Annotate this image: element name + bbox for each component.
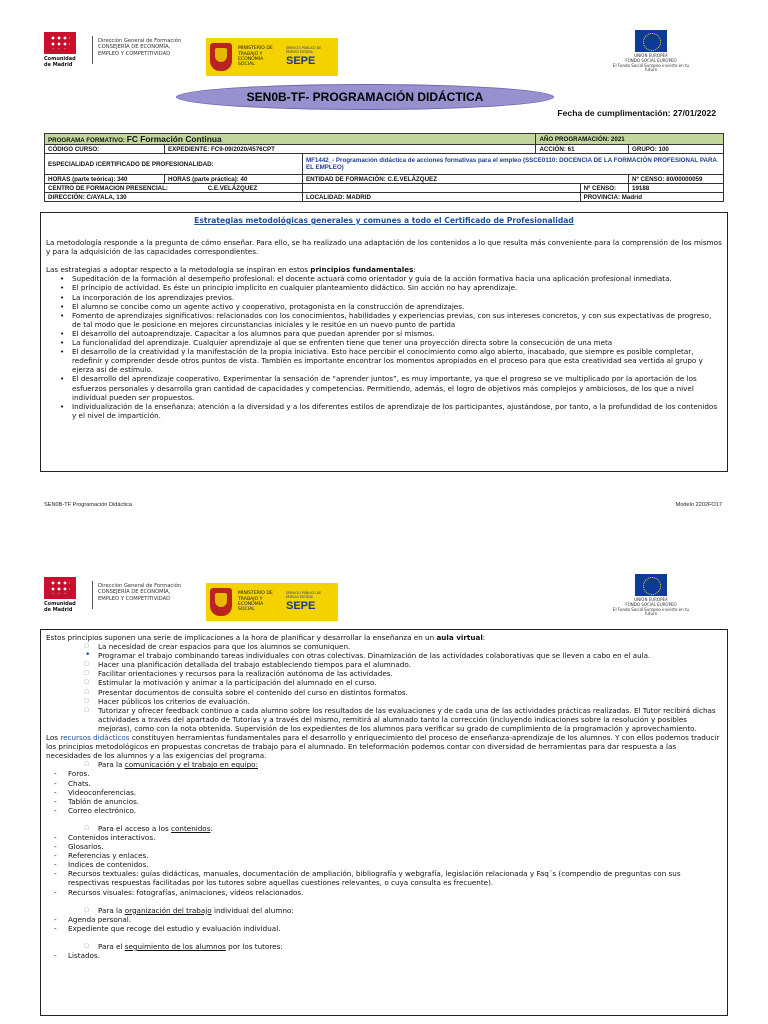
document-title: SEN0B-TF- PROGRAMACIÓN DIDÁCTICA — [176, 84, 554, 110]
list-item: • Programar el trabajo combinando tareas individuales con otras colectivas. Dinamización de las actividades colaborativas que se lleven a cabo en el aula. — [98, 651, 722, 660]
footer-right: Modelo 2202FO17 — [675, 502, 722, 508]
eu-flag-icon — [635, 30, 667, 52]
list-item: □ Estimular la motivación y animar a la participación del alumnado en el curso. — [98, 678, 722, 687]
list-item: - Videoconferencias. — [68, 788, 722, 797]
group-heading: □ Para la comunicación y el trabajo en equipo: — [98, 760, 722, 769]
group-heading: □ Para el acceso a los contenidos: — [98, 824, 722, 833]
footer-left: SEN0B-TF Programación Didáctica — [44, 502, 132, 508]
principles-list — [72, 274, 722, 420]
fecha-cumplimentacion: Fecha de cumplimentación: 27/01/2022 — [557, 108, 716, 118]
list-item: - Glosarios. — [68, 842, 722, 851]
list-item: - Recursos visuales: fotografías, animaciones, vídeos relacionados. — [68, 888, 722, 897]
ministry-sepe-logo-2: MINISTERIO DE TRABAJO Y ECONOMÍA SOCIAL SERVICIO PÚBLICO DE EMPLEO ESTATAL SEPE — [206, 583, 338, 621]
list-item: • Fomento de aprendizajes significativos: relacionados con los conocimientos, habilidades y experiencias previas, con sus intereses concretos, y con sus expectativas de progreso, de tal modo que le posicione en mejores circunstancias iniciales y le resitúe en un nuevo punto de partida — [72, 311, 722, 329]
cm-name: Comunidad de Madrid — [44, 56, 76, 68]
group-heading: □ Para la organización del trabajo individual del alumno: — [98, 906, 722, 915]
list-item: - Correo electrónico. — [68, 806, 722, 815]
spain-shield-icon — [210, 43, 232, 71]
eu-logo: UNIÓN EUROPEA FONDO SOCIAL EUROPEO El Fondo Social Europeo invierte en tu futuro — [611, 30, 691, 73]
eu-logo-2: UNIÓN EUROPEA FONDO SOCIAL EUROPEO El Fondo Social Europeo invierte en tu futuro — [611, 574, 691, 617]
list-item: - Agenda personal. — [68, 915, 722, 924]
comunicacion-list — [68, 769, 722, 814]
list-item: □ Presentar documentos de consulta sobre el contenido del curso en distintos formatos. — [98, 688, 722, 697]
eu-flag-icon — [635, 574, 667, 596]
seguimiento-list — [68, 951, 722, 960]
estrategias-heading: Estrategias metodológicas generales y comunes a todo el Certificado de Profesionalidad — [194, 216, 574, 225]
comunidad-madrid-logo — [44, 32, 182, 68]
list-item: - Expediente que recoge del estudio y evaluación individual. — [68, 924, 722, 933]
list-item: • Individualización de la enseñanza: atención a la diversidad y a los diferentes estilos de aprendizaje de los participantes, ajustándose, por tanto, a la profundidad de los contenidos y el nivel de impartición. — [72, 402, 722, 420]
cm-text: Dirección General de Formación CONSEJERÍA DE ECONOMÍA, EMPLEO Y COMPETITIVIDAD — [98, 38, 182, 57]
madrid-flag-icon — [44, 32, 76, 54]
list-item: □ Hacer una planificación detallada del trabajo estableciendo tiempos para el alumnado. — [98, 660, 722, 669]
list-item: □ La necesidad de crear espacios para que los alumnos se comuniquen. — [98, 642, 722, 651]
list-item: - Referencias y enlaces. — [68, 851, 722, 860]
list-item: □ Tutorizar y ofrecer feedback continuo a cada alumno sobre los resultados de las evaluaciones y de cada una de las actividades prácticas realizadas. El Tutor recibirá dichas actividades a través del apartado de Tutorías y a través del mismo, remitirá al alumnado tanto la corrección (incluyendo indicaciones sobre la resolución y posibles mejoras), como con la nota obtenida. Supervisión de los expedientes de los alumnos para verificar su grado de cumplimiento de la programación y aprovechamiento. — [98, 706, 722, 733]
list-item: - Chats. — [68, 779, 722, 788]
virtual-list — [98, 642, 722, 733]
list-item: - Contenidos interactivos. — [68, 833, 722, 842]
list-item: - Recursos textuales: guías didácticas, manuales, documentación de ampliación, bibliografía y webgrafía, legislación relacionada y Faq´s (compendio de preguntas con sus respectivas respuestas facilitadas por los tutores sobre aquellas cuestiones relevantes, o cuya consulta es frecuente). — [68, 869, 722, 887]
list-item: • Supeditación de la formación al desempeño profesional: el docente actuará como orientador y guía de la acción formativa hacia una aplicación profesional inmediata. — [72, 274, 722, 283]
group-heading: □ Para el seguimiento de los alumnos por los tutores: — [98, 942, 722, 951]
organizacion-list — [68, 915, 722, 933]
list-item: □ Facilitar orientaciones y recursos para la realización autónoma de las actividades. — [98, 669, 722, 678]
comunidad-madrid-logo-2: Comunidad de Madrid Dirección General de Formación CONSEJERÍA DE ECONOMÍA, EMPLEO Y COMPETITIVIDAD — [44, 577, 181, 609]
ministry-sepe-logo: MINISTERIO DE TRABAJO Y ECONOMÍA SOCIAL SERVICIO PÚBLICO DE EMPLEO ESTATAL SEPE — [206, 38, 338, 76]
list-item: - Índices de contenidos. — [68, 860, 722, 869]
aula-virtual-box — [40, 629, 728, 1016]
recursos-paragraph: Los recursos didácticos constituyen herramientas fundamentales para el desarrollo y enriquecimiento del proceso de enseñanza-aprendizaje de los alumnos. Y con ellos podemos traducir los principios metodológicos en propuestas concretas de trabajo para el alumnado. En teleformación podemos contar con diversidad de herramientas para dar respuesta a las necesidades de los alumnos y a las exigencias del programa. — [46, 733, 720, 761]
info-table: PROGRAMA FORMATIVO: FC Formación Continua AÑO PROGRAMACIÓN: 2021 CÓDIGO CURSO: EXPEDIENTE: FC9-09/2020/4576CPT ACCIÓN: 61 GRUPO: 100 ESPECIALIDAD /CERTIFICADO DE PROFESIONALIDAD: MF1442_- Programación didáctica de acciones formativas para el empleo (SSCE0110: DOCENCIA DE LA FORMACIÓN PROFESIONAL PARA EL EMPLEO) HORAS (parte teórica): 340 HORAS (parte práctica): 40 ENTIDAD DE FORMACIÓN: C.E.VELÁZQUEZ Nº CENSO: 80/00000059 CENTRO DE FORMACION PRESENCIAL: C.E.VELÁZQUEZ Nº CENSO: 19188 DIRECCIÓN: C/AYALA, 130 LOCALIDAD: MADRID PROVINCIA: Madrid — [44, 133, 724, 202]
madrid-flag-icon — [44, 577, 76, 599]
estrategias-box — [40, 212, 728, 472]
list-item: - Foros. — [68, 769, 722, 778]
list-item: • El principio de actividad. Es éste un principio implícito en cualquier planteamiento didáctico. Sin acción no hay aprendizaje. — [72, 283, 722, 292]
list-item: □ Hacer públicos los criterios de evaluación. — [98, 697, 722, 706]
list-item: - Listados. — [68, 951, 722, 960]
list-item: • El alumno se concibe como un agente activo y cooperativo, protagonista en la construcción de aprendizajes. — [72, 302, 722, 311]
list-item: - Tablón de anuncios. — [68, 797, 722, 806]
strategies-paragraph: Las estrategias a adoptar respecto a la metodología se inspiran en estos principios fundamentales: — [46, 265, 416, 275]
intro-paragraph: La metodología responde a la pregunta de cómo enseñar. Para ello, se ha realizado una adaptación de los contenidos a lo que resulta más conveniente para la comprensión de los mismos y para la adquisición de las capacidades correspondientes. — [46, 238, 722, 257]
list-item: • La funcionalidad del aprendizaje. Cualquier aprendizaje al que se enfrenten tiene que tener una proyección directa sobre la consecución de una meta — [72, 338, 722, 347]
spain-shield-icon — [210, 588, 232, 616]
list-item: • El desarrollo de la creatividad y la manifestación de la propia iniciativa. Esto hace percibir el conocimiento como algo abierto, inacabado, que siempre es posible completar, redefinir y comprender desde otros puntos de vista. También es importante encontrar los momentos apropiados en el proceso para que esta creatividad sea vertida al grupo y ejerza así de estímulo. — [72, 347, 722, 374]
list-item: • El desarrollo del autoaprendizaje. Capacitar a los alumnos para que puedan aprender por sí mismos. — [72, 329, 722, 338]
aula-virtual-intro: Estos principios suponen una serie de implicaciones a la hora de planificar y desarrollar la enseñanza en un aula virtual: — [46, 633, 486, 642]
contenidos-list — [68, 833, 722, 897]
list-item: • La incorporación de los aprendizajes previos. — [72, 293, 722, 302]
list-item: • El desarrollo del aprendizaje cooperativo. Experimentar la sensación de “aprender juntos”, es muy importante, ya que el progreso se ve multiplicado por la aportación de los esfuerzos personales y desarrolla gran cantidad de capacidades y competencias. Permitiendo, además, el logro de objetivos más complejos y ambiciosos, de los que a nivel individual pueden ser propuestos. — [72, 374, 722, 401]
